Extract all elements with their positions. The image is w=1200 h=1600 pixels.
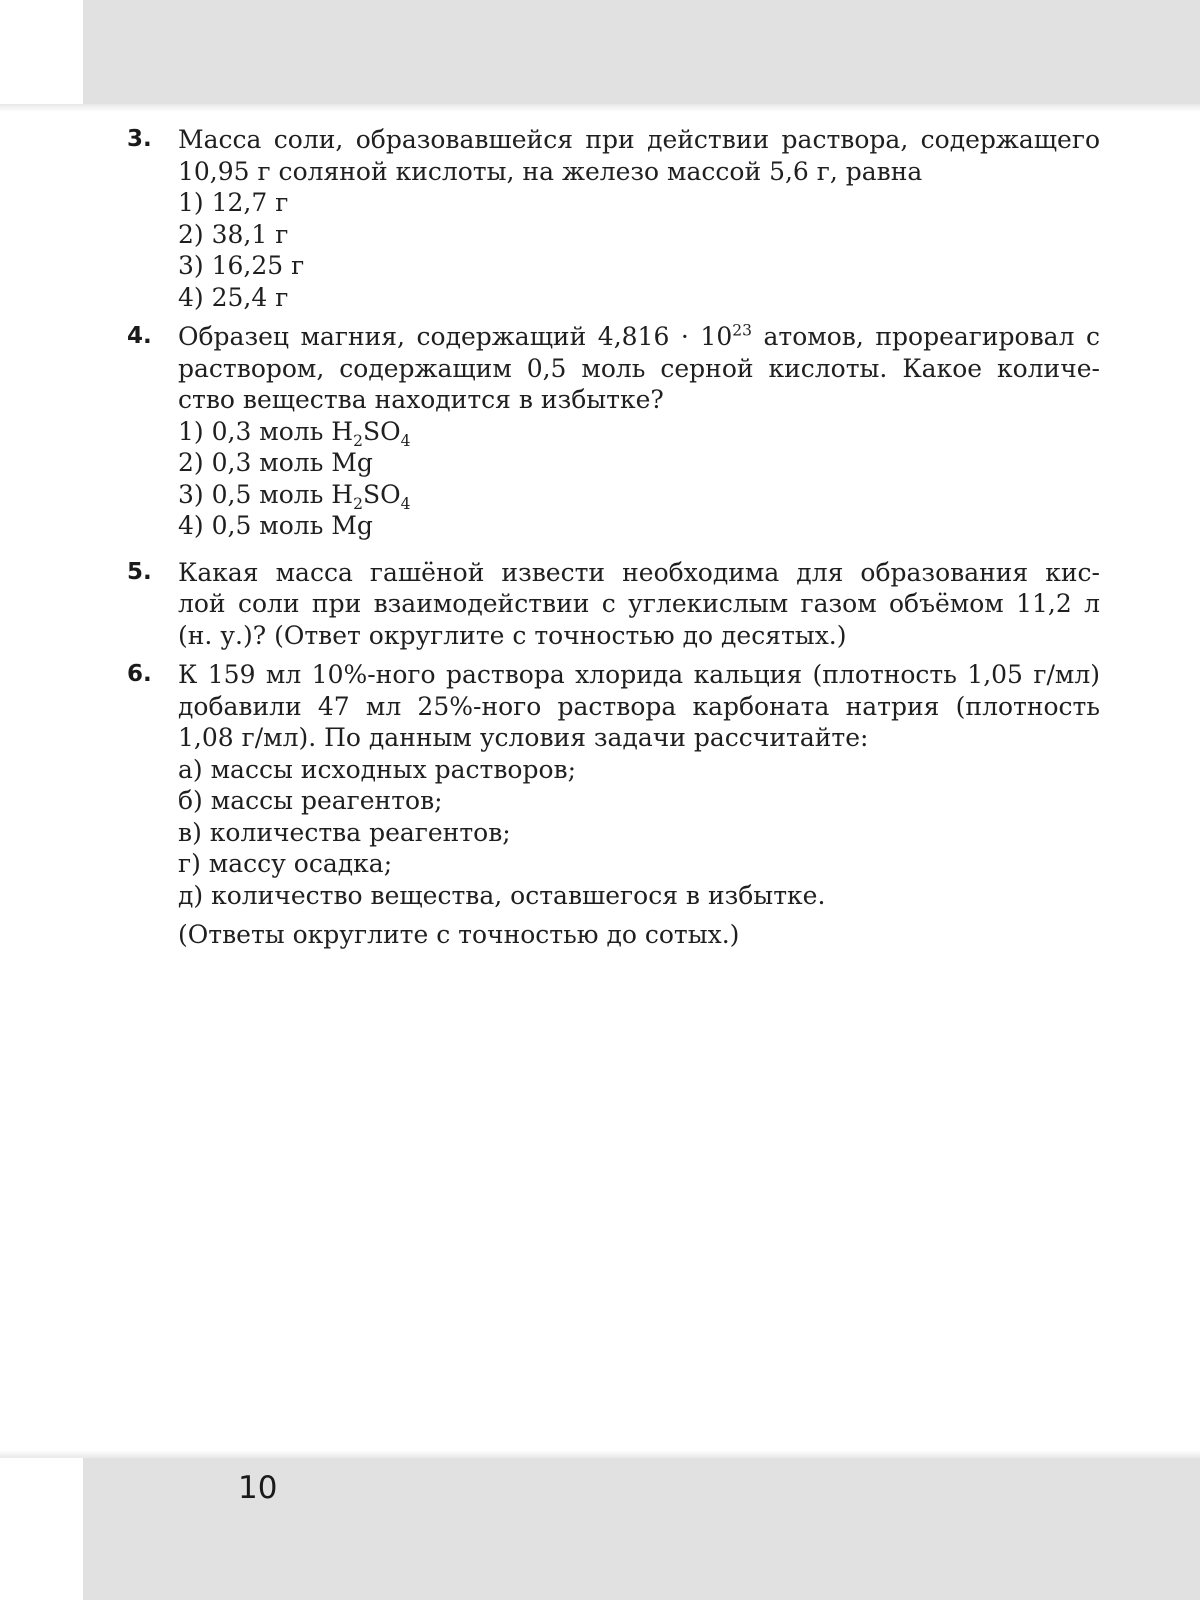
- task-item: а) массы исходных растворов;: [178, 754, 577, 784]
- subscript: 4: [400, 431, 411, 450]
- answer-option: 2) 38,1 г: [178, 219, 289, 249]
- exponent: 23: [732, 321, 752, 340]
- answer-option: 4) 0,5 моль Mg: [178, 511, 373, 540]
- problem-number: 6.: [127, 661, 152, 687]
- task-item: д) количество вещества, оставшегося в избытке.: [178, 880, 826, 910]
- page-number: 10: [238, 1470, 278, 1506]
- subscript: 2: [353, 431, 363, 450]
- problem-number: 5.: [127, 558, 152, 585]
- top-margin-band: [83, 0, 1200, 104]
- problem-text-line: 1,08 г/мл). По данным условия задачи рассчитайте:: [178, 723, 869, 752]
- top-divider: [0, 104, 1200, 112]
- problem-6: [0, 659, 1200, 951]
- problem-text-line: [178, 321, 1100, 353]
- text-fragment: атомов, прореагировал с: [751, 322, 1100, 351]
- text-fragment: Образец магния, содержащий 4,816 · 10: [178, 322, 733, 351]
- answer-option: [178, 416, 1200, 448]
- task-item: в) количества реагентов;: [178, 817, 511, 847]
- problem-4: [0, 321, 1200, 542]
- problem-number: 4.: [127, 323, 152, 349]
- problem-text-line: добавили 47 мл 25%-ного раствора карбоната натрия (плотность: [178, 691, 1100, 721]
- page-content: [0, 124, 1200, 951]
- problem-3: [0, 124, 1200, 313]
- answer-option: 2) 0,3 моль Mg: [178, 448, 373, 477]
- text-fragment: SO: [362, 416, 401, 446]
- problem-text-line: раствором, содержащим 0,5 моль серной кислоты. Какое количе-: [178, 353, 1100, 383]
- task-item: б) массы реагентов;: [178, 786, 443, 815]
- problem-text-line: 10,95 г соляной кислоты, на железо массой 5,6 г, равна: [178, 156, 923, 186]
- subscript: 4: [400, 494, 411, 513]
- problem-text-line: Какая масса гашёной извести необходима для образования кис-: [178, 557, 1100, 587]
- problem-text-line: лой соли при взаимодействии с углекислым газом объёмом 11,2 л: [178, 589, 1100, 618]
- text-fragment: 3) 0,5 моль H: [178, 479, 354, 509]
- problem-text-line: К 159 мл 10%-ного раствора хлорида кальция (плотность 1,05 г/мл): [178, 660, 1100, 689]
- answer-option: 4) 25,4 г: [178, 282, 289, 312]
- text-fragment: SO: [362, 479, 401, 509]
- bottom-divider: [0, 1450, 1200, 1458]
- task-item: г) массу осадка;: [178, 849, 393, 878]
- problem-text-line: Масса соли, образовавшейся при действии раствора, содержащего: [178, 125, 1100, 154]
- answer-option: 1) 12,7 г: [178, 188, 289, 217]
- answer-option: 3) 16,25 г: [178, 251, 305, 280]
- problem-text-line: (н. у.)? (Ответ округлите с точностью до десятых.): [178, 620, 847, 650]
- problem-number: 3.: [127, 126, 152, 152]
- answer-option: [178, 479, 1200, 511]
- rounding-note: (Ответы округлите с точностью до сотых.): [178, 920, 740, 949]
- text-fragment: 1) 0,3 моль H: [178, 416, 354, 446]
- subscript: 2: [353, 494, 363, 513]
- problem-5: [0, 557, 1200, 652]
- problem-text-line: ство вещества находится в избытке?: [178, 385, 664, 414]
